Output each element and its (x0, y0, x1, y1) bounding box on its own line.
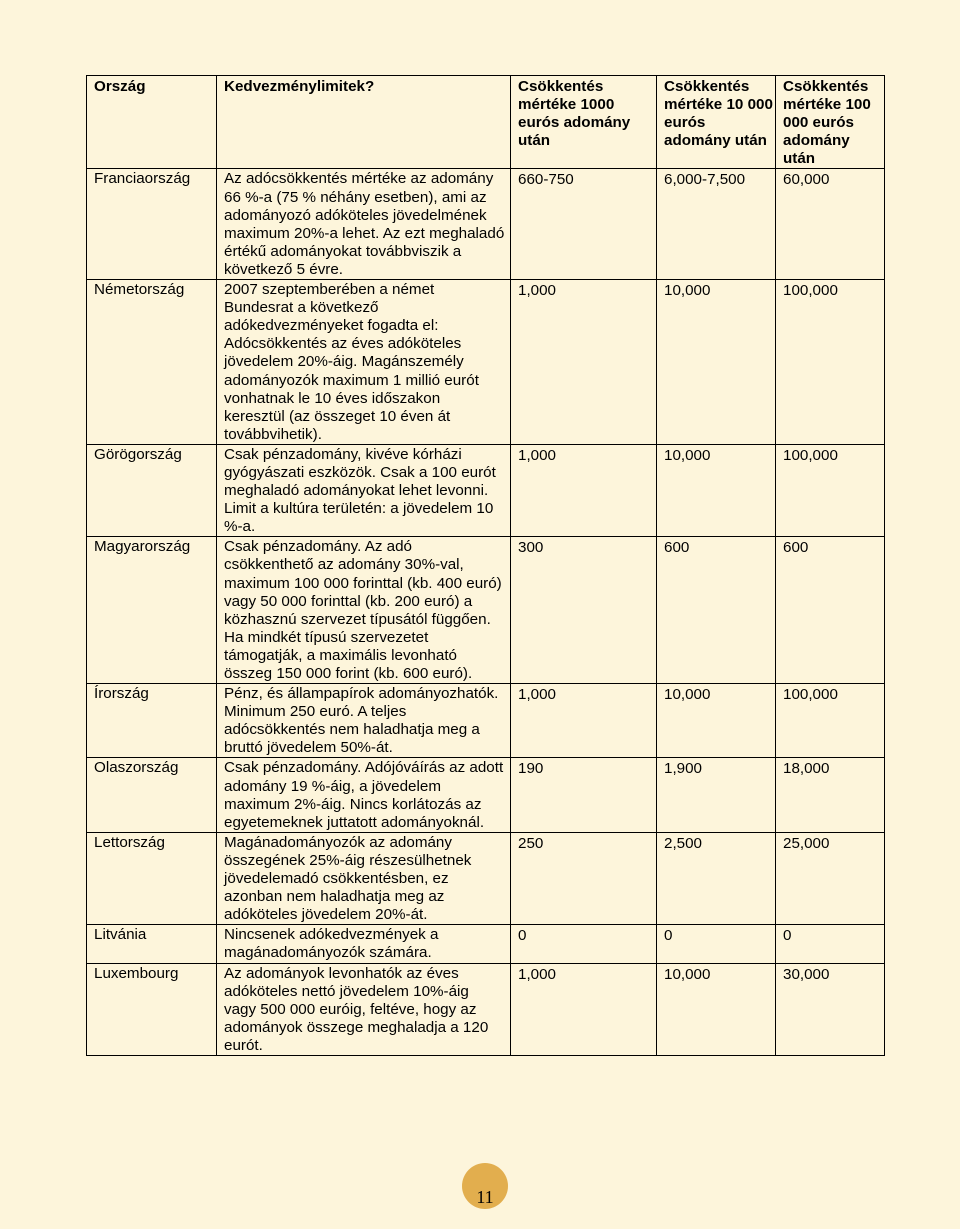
reduction-1000-cell: 1,000 (511, 963, 657, 1055)
country-cell: Magyarország (87, 537, 217, 684)
reduction-10000-cell: 0 (657, 925, 776, 963)
table-row (87, 832, 885, 924)
reduction-100000-cell: 60,000 (776, 169, 885, 280)
reduction-10000-cell: 10,000 (657, 963, 776, 1055)
table-row (87, 684, 885, 758)
country-cell: Írország (87, 684, 217, 758)
country-cell: Luxembourg (87, 963, 217, 1055)
limits-cell: Csak pénzadomány. Az adó csökkenthető az adomány 30%-val, maximum 100 000 forinttal (kb. 400 euró) vagy 50 000 forinttal (kb. 200 euró) a közhasznú szervezet típusától függően. Ha mindkét típusú szervezetet támogatják, a maximális levonható összeg 150 000 forint (kb. 600 euró). (217, 537, 511, 684)
table-row (87, 444, 885, 536)
limits-cell: Pénz, és állampapírok adományozhatók. Minimum 250 euró. A teljes adócsökkentés nem haladhatja meg a bruttó jövedelem 50%-át. (217, 684, 511, 758)
reduction-100000-cell: 0 (776, 925, 885, 963)
table-row (87, 169, 885, 280)
reduction-1000-cell: 190 (511, 758, 657, 832)
header-limits: Kedvezménylimitek? (217, 76, 511, 169)
limits-cell: Az adományok levonhatók az éves adóköteles nettó jövedelem 10%-áig vagy 500 000 euróig, feltéve, hogy az adományok összege meghaladja a 120 eurót. (217, 963, 511, 1055)
table-row (87, 963, 885, 1055)
table-header-row (87, 76, 885, 169)
page-number: 11 (476, 1187, 494, 1207)
table-row (87, 758, 885, 832)
limits-cell: Csak pénzadomány. Adójóváírás az adott adomány 19 %-áig, a jövedelem maximum 2%-áig. Nincs korlátozás az egyetemeknek juttatott adományoknál. (217, 758, 511, 832)
header-reduction-100000: Csökkentés mértéke 100 000 eurós adomány után (776, 76, 885, 169)
table-row (87, 537, 885, 684)
reduction-100000-cell: 25,000 (776, 832, 885, 924)
limits-cell: Az adócsökkentés mértéke az adomány 66 %-a (75 % néhány esetben), ami az adományozó adóköteles jövedelmének maximum 20%-a lehet. Az ezt meghaladó értékű adományokat továbbviszik a következő 5 évre. (217, 169, 511, 280)
header-country: Ország (87, 76, 217, 169)
reduction-10000-cell: 10,000 (657, 444, 776, 536)
reduction-10000-cell: 10,000 (657, 684, 776, 758)
reduction-1000-cell: 1,000 (511, 684, 657, 758)
header-reduction-10000: Csökkentés mértéke 10 000 eurós adomány után (657, 76, 776, 169)
limits-cell: 2007 szeptemberében a német Bundesrat a következő adókedvezményeket fogadta el: Adócsökkentés az éves adóköteles jövedelem 20%-áig. Magánszemély adományozók maximum 1 millió eurót vonhatnak le 10 éves időszakon keresztül (az összeget 10 éven át továbbvihetik). (217, 280, 511, 445)
country-cell: Olaszország (87, 758, 217, 832)
reduction-1000-cell: 1,000 (511, 444, 657, 536)
reduction-100000-cell: 600 (776, 537, 885, 684)
reduction-100000-cell: 100,000 (776, 444, 885, 536)
page-number-badge (462, 1163, 508, 1209)
header-reduction-1000: Csökkentés mértéke 1000 eurós adomány után (511, 76, 657, 169)
reduction-100000-cell: 100,000 (776, 684, 885, 758)
country-cell: Lettország (87, 832, 217, 924)
reduction-1000-cell: 660-750 (511, 169, 657, 280)
limits-cell: Csak pénzadomány, kivéve kórházi gyógyászati eszközök. Csak a 100 eurót meghaladó adományokat lehet levonni. Limit a kultúra területén: a jövedelem 10 %-a. (217, 444, 511, 536)
limits-cell: Nincsenek adókedvezmények a magánadományozók számára. (217, 925, 511, 963)
reduction-10000-cell: 10,000 (657, 280, 776, 445)
reduction-10000-cell: 6,000-7,500 (657, 169, 776, 280)
reduction-10000-cell: 2,500 (657, 832, 776, 924)
table-row (87, 280, 885, 445)
reduction-1000-cell: 300 (511, 537, 657, 684)
reduction-1000-cell: 1,000 (511, 280, 657, 445)
country-cell: Görögország (87, 444, 217, 536)
limits-cell: Magánadományozók az adomány összegének 25%-áig részesülhetnek jövedelemadó csökkentésben, ez azonban nem haladhatja meg az adóköteles jövedelem 20%-át. (217, 832, 511, 924)
reduction-1000-cell: 250 (511, 832, 657, 924)
reduction-100000-cell: 100,000 (776, 280, 885, 445)
reduction-1000-cell: 0 (511, 925, 657, 963)
reduction-100000-cell: 18,000 (776, 758, 885, 832)
country-cell: Németország (87, 280, 217, 445)
reduction-100000-cell: 30,000 (776, 963, 885, 1055)
table-row (87, 925, 885, 963)
reduction-10000-cell: 600 (657, 537, 776, 684)
reduction-10000-cell: 1,900 (657, 758, 776, 832)
country-cell: Litvánia (87, 925, 217, 963)
country-cell: Franciaország (87, 169, 217, 280)
tax-benefits-table (86, 75, 885, 1056)
